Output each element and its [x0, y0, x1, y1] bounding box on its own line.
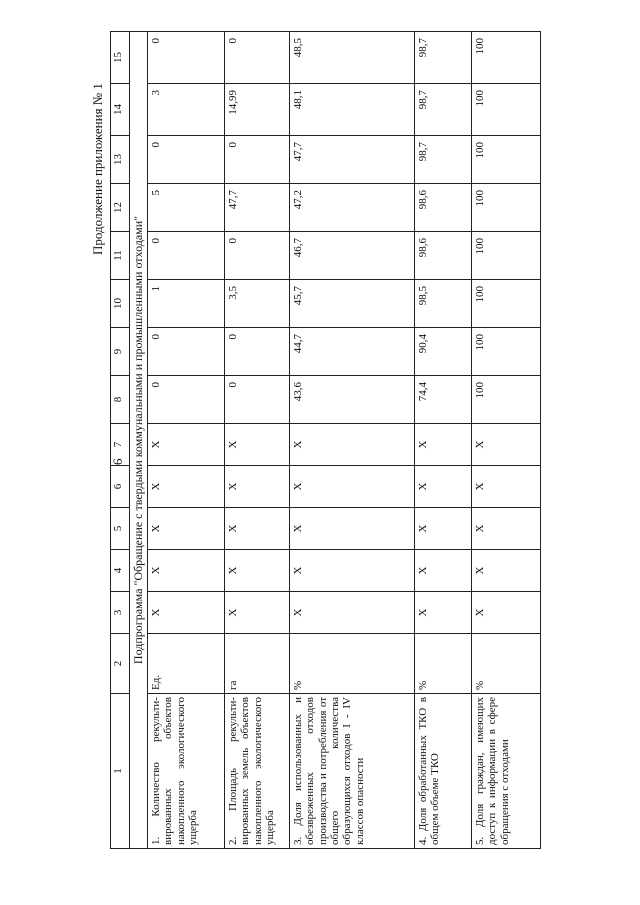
table-cell: 0 — [148, 328, 225, 376]
table-cell: X — [225, 550, 290, 592]
table-cell: X — [290, 550, 415, 592]
table-cell: 0 — [225, 328, 290, 376]
indicator-name: 4. Доля обработанных ТКО в общем объеме ТКО — [415, 694, 472, 849]
table-cell: 100 — [472, 232, 541, 280]
table-cell: X — [415, 508, 472, 550]
table-cell: X — [472, 550, 541, 592]
indicator-unit: % — [290, 634, 415, 694]
indicator-unit: % — [472, 634, 541, 694]
table-cell: 100 — [472, 84, 541, 136]
table-cell: X — [148, 592, 225, 634]
column-header: 4 — [111, 550, 130, 592]
table-cell: 48,5 — [290, 32, 415, 84]
table-cell: X — [225, 592, 290, 634]
table-cell: 98,6 — [415, 232, 472, 280]
table-row — [472, 32, 541, 849]
table-cell: X — [415, 550, 472, 592]
table-cell: X — [472, 466, 541, 508]
table-cell: 47,7 — [225, 184, 290, 232]
column-header: 9 — [111, 328, 130, 376]
table-cell: 98,7 — [415, 84, 472, 136]
table-cell: 0 — [148, 376, 225, 424]
column-header: 2 — [111, 634, 130, 694]
table-cell: 0 — [225, 232, 290, 280]
table-cell: 14,99 — [225, 84, 290, 136]
table-cell: 0 — [148, 32, 225, 84]
table-cell: X — [415, 424, 472, 466]
subprogram-title: Подпрограмма "Обращение с твердыми коммунальными и промышленными отходами" — [130, 32, 148, 849]
table-cell: 0 — [225, 136, 290, 184]
table-cell: X — [415, 592, 472, 634]
table-cell: X — [290, 424, 415, 466]
table-cell: X — [472, 592, 541, 634]
column-header: 11 — [111, 232, 130, 280]
indicator-name: 5. Доля граждан, имеющих доступ к информации в сфере обращения с отходами — [472, 694, 541, 849]
table-cell: 43,6 — [290, 376, 415, 424]
indicator-name: 3. Доля использованных и обезвреженных отходов производства и потребления от общего количества образующихся отходов I - IV классов опасности — [290, 694, 415, 849]
column-header: 5 — [111, 508, 130, 550]
table-cell: 74,4 — [415, 376, 472, 424]
table-cell: X — [225, 424, 290, 466]
table-cell: 100 — [472, 376, 541, 424]
table-cell: X — [225, 508, 290, 550]
indicator-unit: % — [415, 634, 472, 694]
table-cell: 98,6 — [415, 184, 472, 232]
column-header: 8 — [111, 376, 130, 424]
table-cell: 98,5 — [415, 280, 472, 328]
table-cell: 100 — [472, 136, 541, 184]
indicator-unit: Ед. — [148, 634, 225, 694]
table-cell: X — [148, 550, 225, 592]
table-cell: 0 — [148, 232, 225, 280]
table-cell: 3,5 — [225, 280, 290, 328]
column-header: 12 — [111, 184, 130, 232]
table-cell: 100 — [472, 184, 541, 232]
column-header: 3 — [111, 592, 130, 634]
table-cell: X — [225, 466, 290, 508]
indicator-unit: га — [225, 634, 290, 694]
table-cell: 0 — [225, 32, 290, 84]
indicator-name: 1. Количество рекульти- вированных объектов накопленного экологического ущерба — [148, 694, 225, 849]
table-row — [148, 32, 225, 849]
table-cell: 1 — [148, 280, 225, 328]
column-header: 10 — [111, 280, 130, 328]
table-cell: 98,7 — [415, 32, 472, 84]
table-cell: 90,4 — [415, 328, 472, 376]
table-cell: 100 — [472, 32, 541, 84]
indicators-table — [110, 31, 541, 849]
page-number: 6 — [110, 458, 125, 465]
table-cell: 46,7 — [290, 232, 415, 280]
appendix-continuation: Продолжение приложения № 1 — [90, 83, 105, 255]
table-cell: 0 — [225, 376, 290, 424]
table-row — [415, 32, 472, 849]
table-cell: X — [472, 424, 541, 466]
table-cell: X — [148, 508, 225, 550]
indicator-name: 2. Площадь рекульти- вированных земель объектов накопленного экологического ущерба — [225, 694, 290, 849]
table-cell: 0 — [148, 136, 225, 184]
table-cell: X — [148, 466, 225, 508]
table-cell: 5 — [148, 184, 225, 232]
table-cell: X — [415, 466, 472, 508]
table-cell: 100 — [472, 328, 541, 376]
table-cell: 44,7 — [290, 328, 415, 376]
table-cell: 100 — [472, 280, 541, 328]
table-cell: X — [290, 508, 415, 550]
subprogram-row — [130, 32, 148, 849]
table-cell: X — [472, 508, 541, 550]
column-header: 15 — [111, 32, 130, 84]
column-header: 14 — [111, 84, 130, 136]
table-cell: 98,7 — [415, 136, 472, 184]
column-header: 13 — [111, 136, 130, 184]
column-header: 7 — [111, 424, 130, 466]
column-header: 6 — [111, 466, 130, 508]
table-cell: 48,1 — [290, 84, 415, 136]
header-row — [111, 32, 130, 849]
table-cell: 47,7 — [290, 136, 415, 184]
table-cell: X — [290, 592, 415, 634]
table-cell: 3 — [148, 84, 225, 136]
table-cell: 47,2 — [290, 184, 415, 232]
table-cell: X — [290, 466, 415, 508]
column-header: 1 — [111, 694, 130, 849]
table-row — [225, 32, 290, 849]
table-cell: X — [148, 424, 225, 466]
table-cell: 45,7 — [290, 280, 415, 328]
table-row — [290, 32, 415, 849]
